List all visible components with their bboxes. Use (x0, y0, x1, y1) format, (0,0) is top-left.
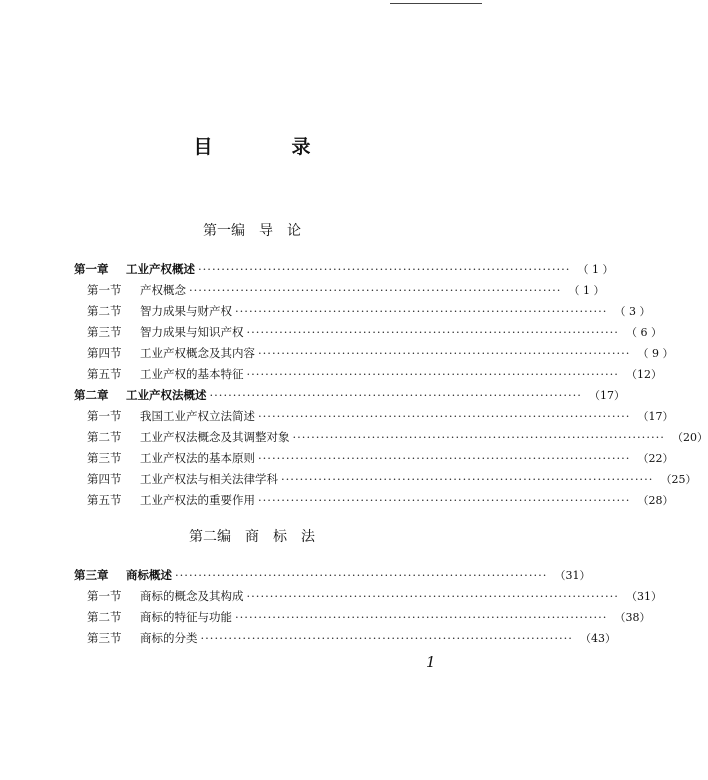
toc-section-entry (74, 588, 662, 609)
entry-title: 工业产权法概述 (126, 388, 207, 402)
entry-title: 商标的概念及其构成 (140, 589, 244, 603)
entry-label (74, 567, 172, 583)
entry-number: 第三节 (87, 451, 122, 465)
entry-label (74, 429, 290, 445)
entry-page: （ 6 ） (625, 326, 662, 339)
entry-label (74, 408, 255, 424)
toc-section-entry (74, 630, 616, 651)
entry-page: （ 3 ） (614, 305, 651, 318)
toc-section-entry (74, 450, 674, 471)
entry-title: 工业产权法的基本原则 (140, 451, 255, 465)
entry-number: 第一章 (74, 262, 109, 276)
entry-number: 第二章 (74, 388, 109, 402)
toc-part-2 (74, 567, 662, 651)
dot-leader: ················································································ (209, 388, 582, 402)
dot-leader: ················································································ (235, 304, 608, 318)
entry-label (74, 387, 207, 403)
toc-section-entry (74, 303, 651, 324)
toc-section-entry (74, 471, 697, 492)
entry-title: 产权概念 (140, 283, 186, 297)
entry-number: 第二节 (87, 610, 122, 624)
toc-chapter-entry (74, 567, 591, 588)
entry-label (74, 471, 278, 487)
toc-part-1 (74, 261, 708, 513)
entry-number: 第三节 (87, 325, 122, 339)
entry-page: （ 1 ） (568, 284, 605, 297)
dot-leader: ················································································ (189, 283, 562, 297)
entry-page: （43） (579, 632, 616, 645)
entry-number: 第一节 (87, 283, 122, 297)
entry-number: 第四节 (87, 346, 122, 360)
dot-leader: ················································································ (246, 325, 619, 339)
entry-label (74, 630, 198, 646)
entry-label (74, 261, 195, 277)
entry-page: （25） (660, 473, 697, 486)
entry-label (74, 366, 244, 382)
entry-number: 第五节 (87, 493, 122, 507)
dot-leader: ················································································ (175, 568, 548, 582)
entry-number: 第一节 (87, 409, 122, 423)
entry-page: （17） (637, 410, 674, 423)
entry-page: （28） (637, 494, 674, 507)
page-number: 1 (426, 653, 436, 671)
entry-number: 第四节 (87, 472, 122, 486)
entry-title: 工业产权法概念及其调整对象 (140, 430, 290, 444)
entry-page: （20） (671, 431, 708, 444)
entry-number: 第三节 (87, 631, 122, 645)
dot-leader: ················································································ (258, 409, 631, 423)
entry-label (74, 492, 255, 508)
entry-number: 第二节 (87, 430, 122, 444)
entry-label (74, 282, 186, 298)
entry-title: 商标的分类 (140, 631, 198, 645)
part-title-2: 第二编 商 标 法 (189, 529, 315, 545)
entry-page: （17） (588, 389, 625, 402)
entry-title: 工业产权法与相关法律学科 (140, 472, 278, 486)
entry-number: 第五节 (87, 367, 122, 381)
entry-page: （22） (637, 452, 674, 465)
entry-title: 工业产权法的重要作用 (140, 493, 255, 507)
entry-page: （38） (614, 611, 651, 624)
entry-number: 第二节 (87, 304, 122, 318)
dot-leader: ················································································ (258, 346, 631, 360)
dot-leader: ················································································ (198, 262, 571, 276)
toc-section-entry (74, 492, 674, 513)
entry-number: 第一节 (87, 589, 122, 603)
toc-section-entry (74, 366, 662, 387)
entry-number: 第三章 (74, 568, 109, 582)
toc-section-entry (74, 429, 708, 450)
dot-leader: ················································································ (258, 493, 631, 507)
toc-section-entry (74, 609, 651, 630)
entry-page: （31） (554, 569, 591, 582)
page-title: 目 录 (193, 136, 341, 158)
entry-title: 智力成果与知识产权 (140, 325, 244, 339)
toc-section-entry (74, 282, 605, 303)
entry-page: （12） (625, 368, 662, 381)
toc-section-entry (74, 345, 674, 366)
entry-label (74, 324, 244, 340)
dot-leader: ················································································ (246, 367, 619, 381)
entry-page: （31） (625, 590, 662, 603)
dot-leader: ················································································ (258, 451, 631, 465)
entry-title: 工业产权概念及其内容 (140, 346, 255, 360)
toc-section-entry (74, 408, 674, 429)
toc-chapter-entry (74, 261, 614, 282)
dot-leader: ················································································ (292, 430, 665, 444)
entry-title: 智力成果与财产权 (140, 304, 232, 318)
entry-title: 我国工业产权立法简述 (140, 409, 255, 423)
entry-title: 工业产权的基本特征 (140, 367, 244, 381)
dot-leader: ················································································ (281, 472, 654, 486)
entry-title: 工业产权概述 (126, 262, 195, 276)
part-title-1: 第一编 导 论 (203, 223, 301, 239)
entry-label (74, 588, 244, 604)
entry-page: （ 9 ） (637, 347, 674, 360)
toc-chapter-entry (74, 387, 625, 408)
entry-label (74, 345, 255, 361)
entry-label (74, 609, 232, 625)
toc-section-entry (74, 324, 662, 345)
dot-leader: ················································································ (246, 589, 619, 603)
entry-page: （ 1 ） (577, 263, 614, 276)
top-rule (390, 3, 482, 4)
entry-title: 商标概述 (126, 568, 172, 582)
entry-label (74, 450, 255, 466)
dot-leader: ················································································ (235, 610, 608, 624)
dot-leader: ················································································ (200, 631, 573, 645)
entry-label (74, 303, 232, 319)
entry-title: 商标的特征与功能 (140, 610, 232, 624)
